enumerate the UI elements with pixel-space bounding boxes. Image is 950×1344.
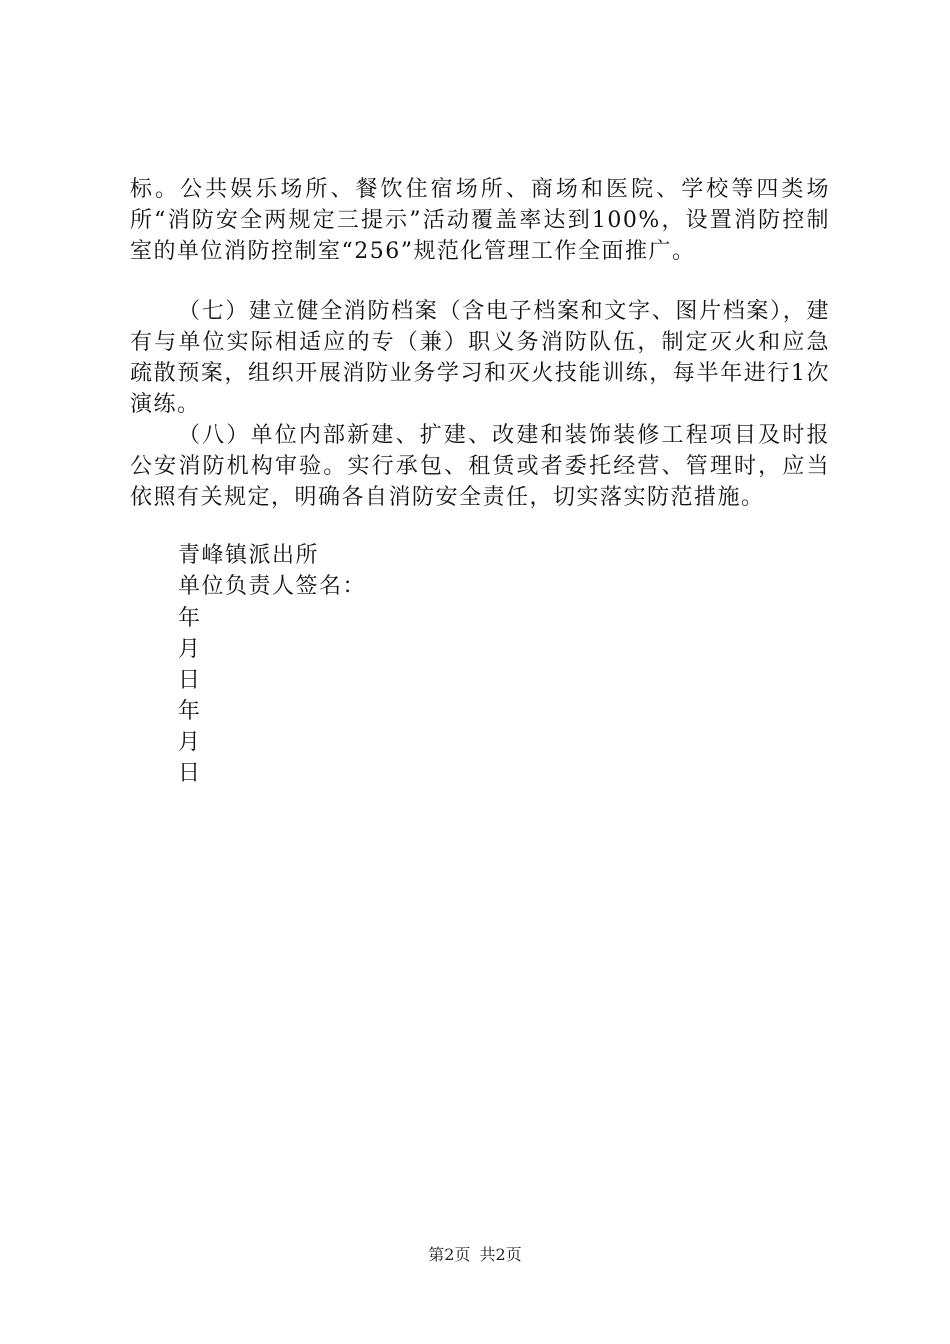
signature-label: 单位负责人签名： (178, 574, 367, 599)
paragraph-eight-construction-review: （八）单位内部新建、扩建、改建和装饰装修工程项目及时报公安消防机构审验。实行承包、租赁或者委托经营、管理时，应当依照有关规定，明确各自消防安全责任，切实落实防范措施。 (130, 423, 830, 510)
date-2-month: 月 (178, 730, 202, 755)
page-number-current: 第2页 (428, 1245, 471, 1264)
paragraph-continuation: 标。公共娱乐场所、餐饮住宿场所、商场和医院、学校等四类场所“消防安全两规定三提示”活动覆盖率达到100%，设置消防控制室的单位消防控制室“256”规范化管理工作全面推广。 (130, 177, 830, 264)
date-1-year: 年 (178, 606, 202, 631)
date-1-month: 月 (178, 637, 202, 662)
date-1-day: 日 (178, 668, 202, 693)
page-number-total: 共2页 (479, 1245, 522, 1264)
date-2-day: 日 (178, 761, 202, 786)
organization-name: 青峰镇派出所 (178, 543, 320, 568)
paragraph-seven-fire-archives: （七）建立健全消防档案（含电子档案和文字、图片档案），建有与单位实际相适应的专（兼）职义务消防队伍，制定灭火和应急疏散预案，组织开展消防业务学习和灭火技能训练，每半年进行1次演练。 (130, 299, 830, 417)
date-2-year: 年 (178, 699, 202, 724)
page-footer (0, 1244, 950, 1266)
